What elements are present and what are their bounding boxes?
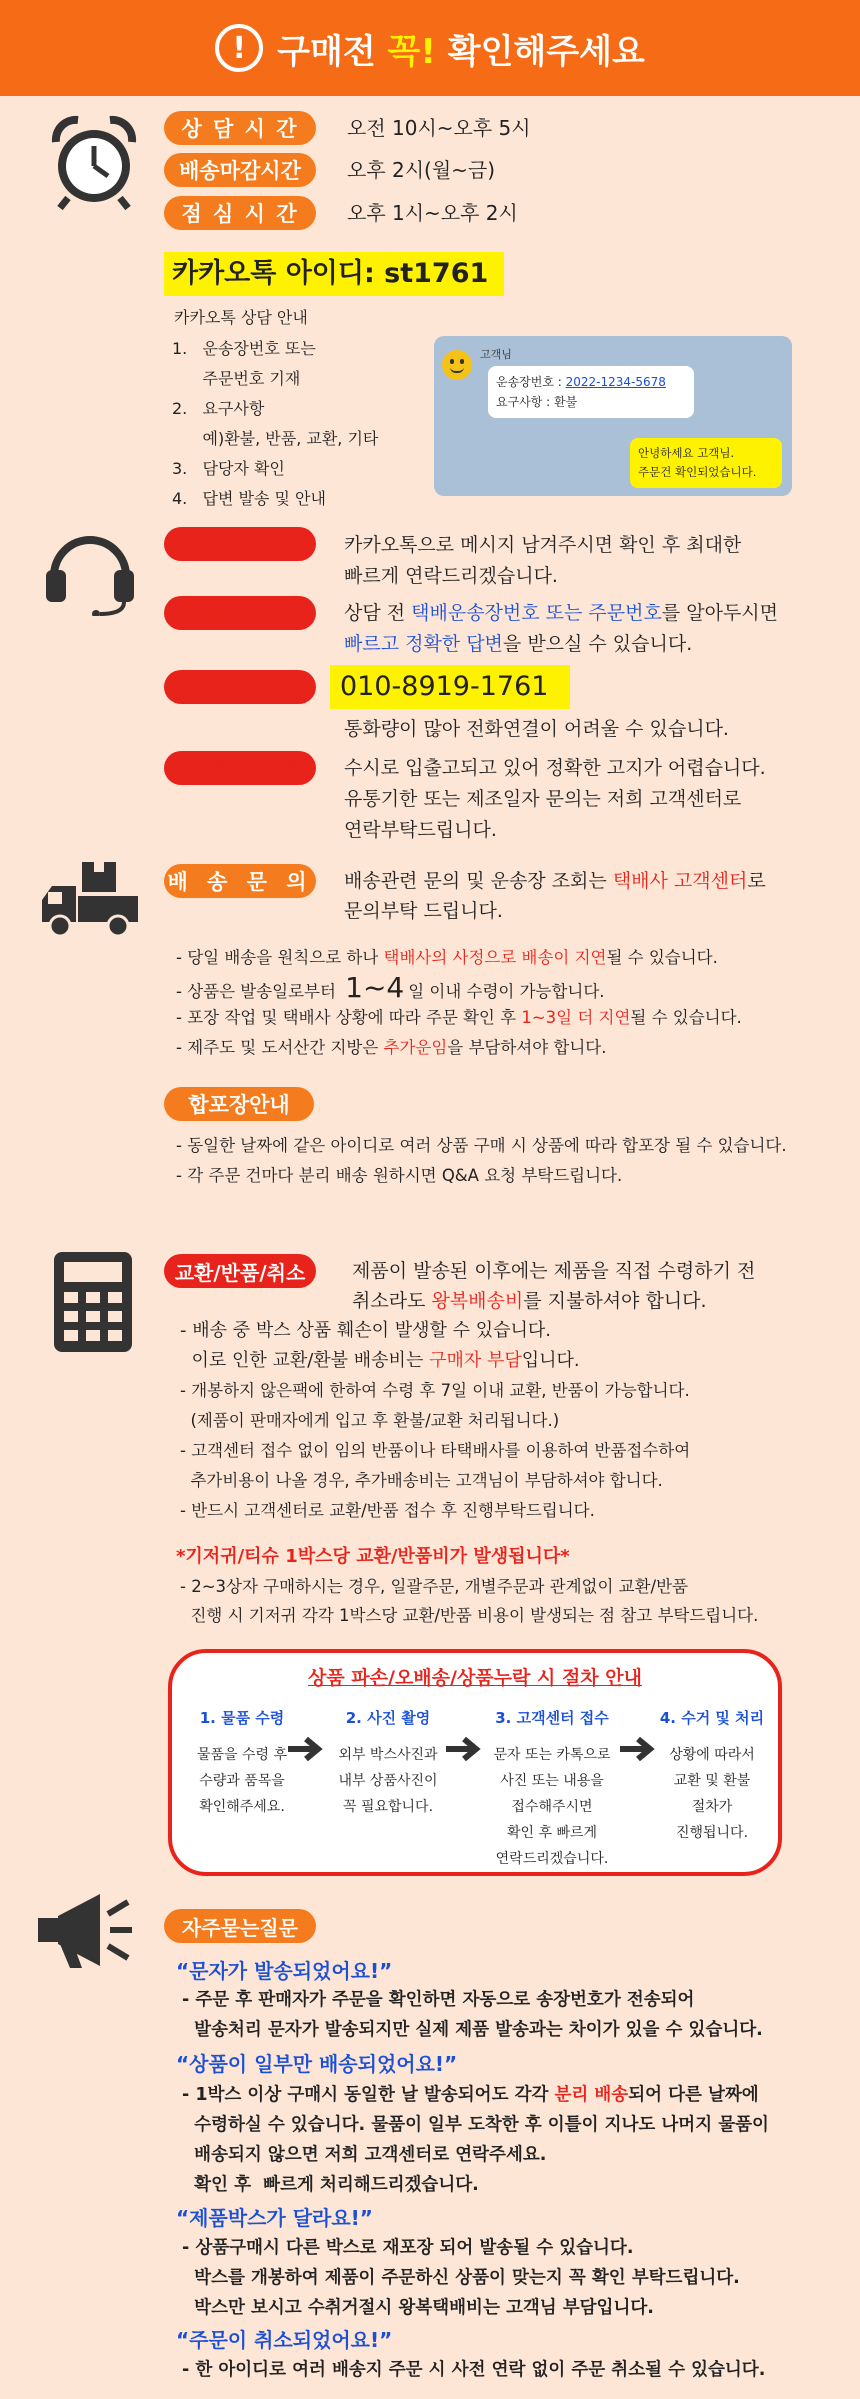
returns-bullet-4: - 반드시 고객센터로 교환/반품 접수 후 진행부탁드립니다. [180, 1501, 595, 1520]
faq-question-2: “상품이 일부만 배송되었어요!” [176, 2052, 458, 2076]
consult-hours-value: 오전 10시~오후 5시 [347, 116, 531, 140]
arrow-right-icon [286, 1735, 326, 1763]
center-desc-1: 상담 전 택배운송장번호 또는 주문번호를 알아두시면 [344, 602, 779, 624]
cutoff-value: 오후 2시(월~금) [347, 158, 496, 182]
headset-icon [40, 524, 140, 616]
returns-bullet-2: - 개봉하지 않은팩에 한하여 수령 후 7일 이내 교환, 반품이 가능합니다. [180, 1381, 690, 1400]
kakao-desc-1: 카카오톡으로 메시지 남겨주시면 확인 후 최대한 [344, 534, 742, 556]
expiry-label: 유 통 기 한 [164, 751, 316, 785]
chat-customer-bubble: 운송장번호 : 2022-1234-5678 요구사항 : 환불 [488, 366, 694, 418]
shipping-desc-2: 문의부탁 드립니다. [344, 900, 503, 922]
cutoff-label: 배송마감시간 [164, 153, 316, 187]
returns-desc-2: 취소라도 왕복배송비를 지불하셔야 합니다. [352, 1290, 707, 1312]
faq-answer-1-1: - 주문 후 판매자가 주문을 확인하면 자동으로 송장번호가 전송되어 [182, 1990, 695, 2010]
returns-bullet-2-sub: (제품이 판매자에게 입고 후 환불/교환 처리됩니다.) [180, 1411, 560, 1430]
faq-answer-2-4: 확인 후 빠르게 처리해드리겠습니다. [182, 2175, 479, 2195]
returns-label: 교환/반품/취소 [164, 1254, 316, 1288]
customer-center-label: 고 객 센 터 [164, 596, 316, 630]
kakao-guide-title: 카카오톡 상담 안내 [174, 308, 308, 327]
procedure-step-3: 3. 고객센터 접수 문자 또는 카톡으로 사진 또는 내용을 접수해주시면 확인 후 빠르게 연락드리겠습니다. [493, 1709, 611, 1867]
kakao-guide-list: 1. 운송장번호 또는 주문번호 기재 2. 요구사항 예)환불, 반품, 교환, 기타 3. 담당자 확인 4. 답변 발송 및 안내 [172, 339, 379, 508]
shipping-bullet-3: - 포장 작업 및 택배사 상황에 따라 주문 확인 후 1~3일 더 지연될 수 있습니다. [176, 1008, 742, 1027]
faq-answer-2-3: 배송되지 않으면 저희 고객센터로 연락주세요. [182, 2145, 547, 2165]
consult-hours-label: 상 담 시 간 [164, 111, 316, 145]
returns-bullet-1-sub: 이로 인한 교환/환불 배송비는 구매자 부담입니다. [180, 1350, 580, 1371]
page-header [0, 0, 860, 96]
procedure-title: 상품 파손/오배송/상품누락 시 절차 안내 [307, 1667, 642, 1689]
faq-answer-2-1: - 1박스 이상 구매시 동일한 날 발송되어도 각각 분리 배송되어 다른 날짜에 [182, 2085, 759, 2105]
shipping-desc-1: 배송관련 문의 및 운송장 조회는 택배사 고객센터로 [344, 870, 766, 892]
smiley-icon [442, 350, 472, 380]
faq-question-3: “제품박스가 달라요!” [176, 2206, 373, 2230]
combine-line-1: - 동일한 날짜에 같은 아이디로 여러 상품 구매 시 상품에 따라 합포장 될 수 있습니다. [176, 1136, 787, 1155]
returns-bullet-3-sub: 추가비용이 나올 경우, 추가배송비는 고객님이 부담하셔야 합니다. [180, 1471, 663, 1490]
calculator-icon [54, 1252, 132, 1352]
chat-sender: 고객님 [480, 348, 512, 361]
diaper-notice-title: *기저귀/티슈 1박스당 교환/반품비가 발생됩니다* [176, 1546, 570, 1567]
diaper-notice-1: - 2~3상자 구매하시는 경우, 일괄주문, 개별주문과 관계없이 교환/반품 [180, 1577, 688, 1596]
lunch-value: 오후 1시~오후 2시 [347, 201, 518, 225]
expiry-desc-2: 유통기한 또는 제조일자 문의는 저희 고객센터로 [344, 788, 742, 810]
phone-label: 상 담 전 화 [164, 670, 316, 704]
phone-note: 통화량이 많아 전화연결이 어려울 수 있습니다. [344, 718, 729, 740]
expiry-desc-3: 연락부탁드립니다. [344, 819, 497, 841]
faq-answer-4-1: - 한 아이디로 여러 배송지 주문 시 사전 연락 없이 주문 취소될 수 있습니다. [182, 2360, 766, 2380]
lunch-label: 점 심 시 간 [164, 196, 316, 230]
header-title: 구매전 꼭! 확인해주세요 [277, 31, 645, 72]
alarm-clock-icon [44, 108, 144, 213]
expiry-desc-1: 수시로 입출고되고 있어 정확한 고지가 어렵습니다. [344, 757, 766, 779]
megaphone-icon [34, 1888, 144, 1972]
procedure-box [168, 1649, 782, 1876]
delivery-truck-icon [38, 858, 146, 938]
returns-bullet-3: - 고객센터 접수 없이 임의 반품이나 타택배사를 이용하여 반품접수하여 [180, 1441, 691, 1460]
faq-answer-3-2: 박스를 개봉하여 제품이 주문하신 상품이 맞는지 꼭 확인 부탁드립니다. [182, 2268, 740, 2288]
faq-question-1: “문자가 발송되었어요!” [176, 1959, 393, 1983]
combine-line-2: - 각 주문 건마다 분리 배송 원하시면 Q&A 요청 부탁드립니다. [176, 1166, 623, 1185]
kakao-desc-2: 빠르게 연락드리겠습니다. [344, 565, 558, 587]
faq-answer-1-2: 발송처리 문자가 발송되지만 실제 제품 발송과는 차이가 있을 수 있습니다. [182, 2020, 763, 2040]
kakao-chat-preview [434, 336, 792, 496]
diaper-notice-2: 진행 시 기저귀 각각 1박스당 교환/반품 비용이 발생되는 점 참고 부탁드립니다. [180, 1606, 759, 1625]
center-desc-2: 빠르고 정확한 답변을 받으실 수 있습니다. [344, 633, 693, 655]
warning-icon: ! [215, 24, 263, 72]
chat-reply-bubble: 안녕하세요 고객님. 주문건 확인되었습니다. [630, 438, 782, 488]
combine-label: 합포장안내 [164, 1087, 314, 1121]
shipping-bullet-4: - 제주도 및 도서산간 지방은 추가운임을 부담하셔야 합니다. [176, 1038, 607, 1057]
faq-question-4: “주문이 취소되었어요!” [176, 2328, 393, 2352]
faq-answer-3-3: 박스만 보시고 수취거절시 왕복택배비는 고객님 부담입니다. [182, 2298, 654, 2318]
procedure-step-2: 2. 사진 촬영 외부 박스사진과 내부 상품사진이 꼭 필요합니다. [338, 1709, 438, 1815]
procedure-step-4: 4. 수거 및 처리 상황에 따라서 교환 및 환불 절차가 진행됩니다. [659, 1709, 765, 1841]
faq-label: 자주묻는질문 [164, 1909, 316, 1943]
faq-answer-2-2: 수령하실 수 있습니다. 물품이 일부 도착한 후 이틀이 지나도 나머지 물품이 [182, 2115, 769, 2135]
shipping-bullet-2: - 상품은 발송일로부터 1~4 일 이내 수령이 가능합니다. [176, 971, 605, 1004]
kakao-id: 카카오톡 아이디: st1761 [164, 252, 504, 296]
shipping-bullet-1: - 당일 배송을 원칙으로 하나 택배사의 사정으로 배송이 지연될 수 있습니다. [176, 948, 718, 967]
returns-desc-1: 제품이 발송된 이후에는 제품을 직접 수령하기 전 [352, 1260, 756, 1282]
kakao-label: 카 카 오 톡 [164, 527, 316, 561]
shipping-label: 배 송 문 의 [164, 864, 316, 898]
faq-answer-3-1: - 상품구매시 다른 박스로 재포장 되어 발송될 수 있습니다. [182, 2238, 634, 2258]
returns-bullet-1: - 배송 중 박스 상품 훼손이 발생할 수 있습니다. [180, 1320, 551, 1341]
procedure-step-1: 1. 물품 수령 물품을 수령 후 수량과 품목을 확인해주세요. [196, 1709, 288, 1815]
phone-number: 010-8919-1761 [330, 665, 570, 709]
